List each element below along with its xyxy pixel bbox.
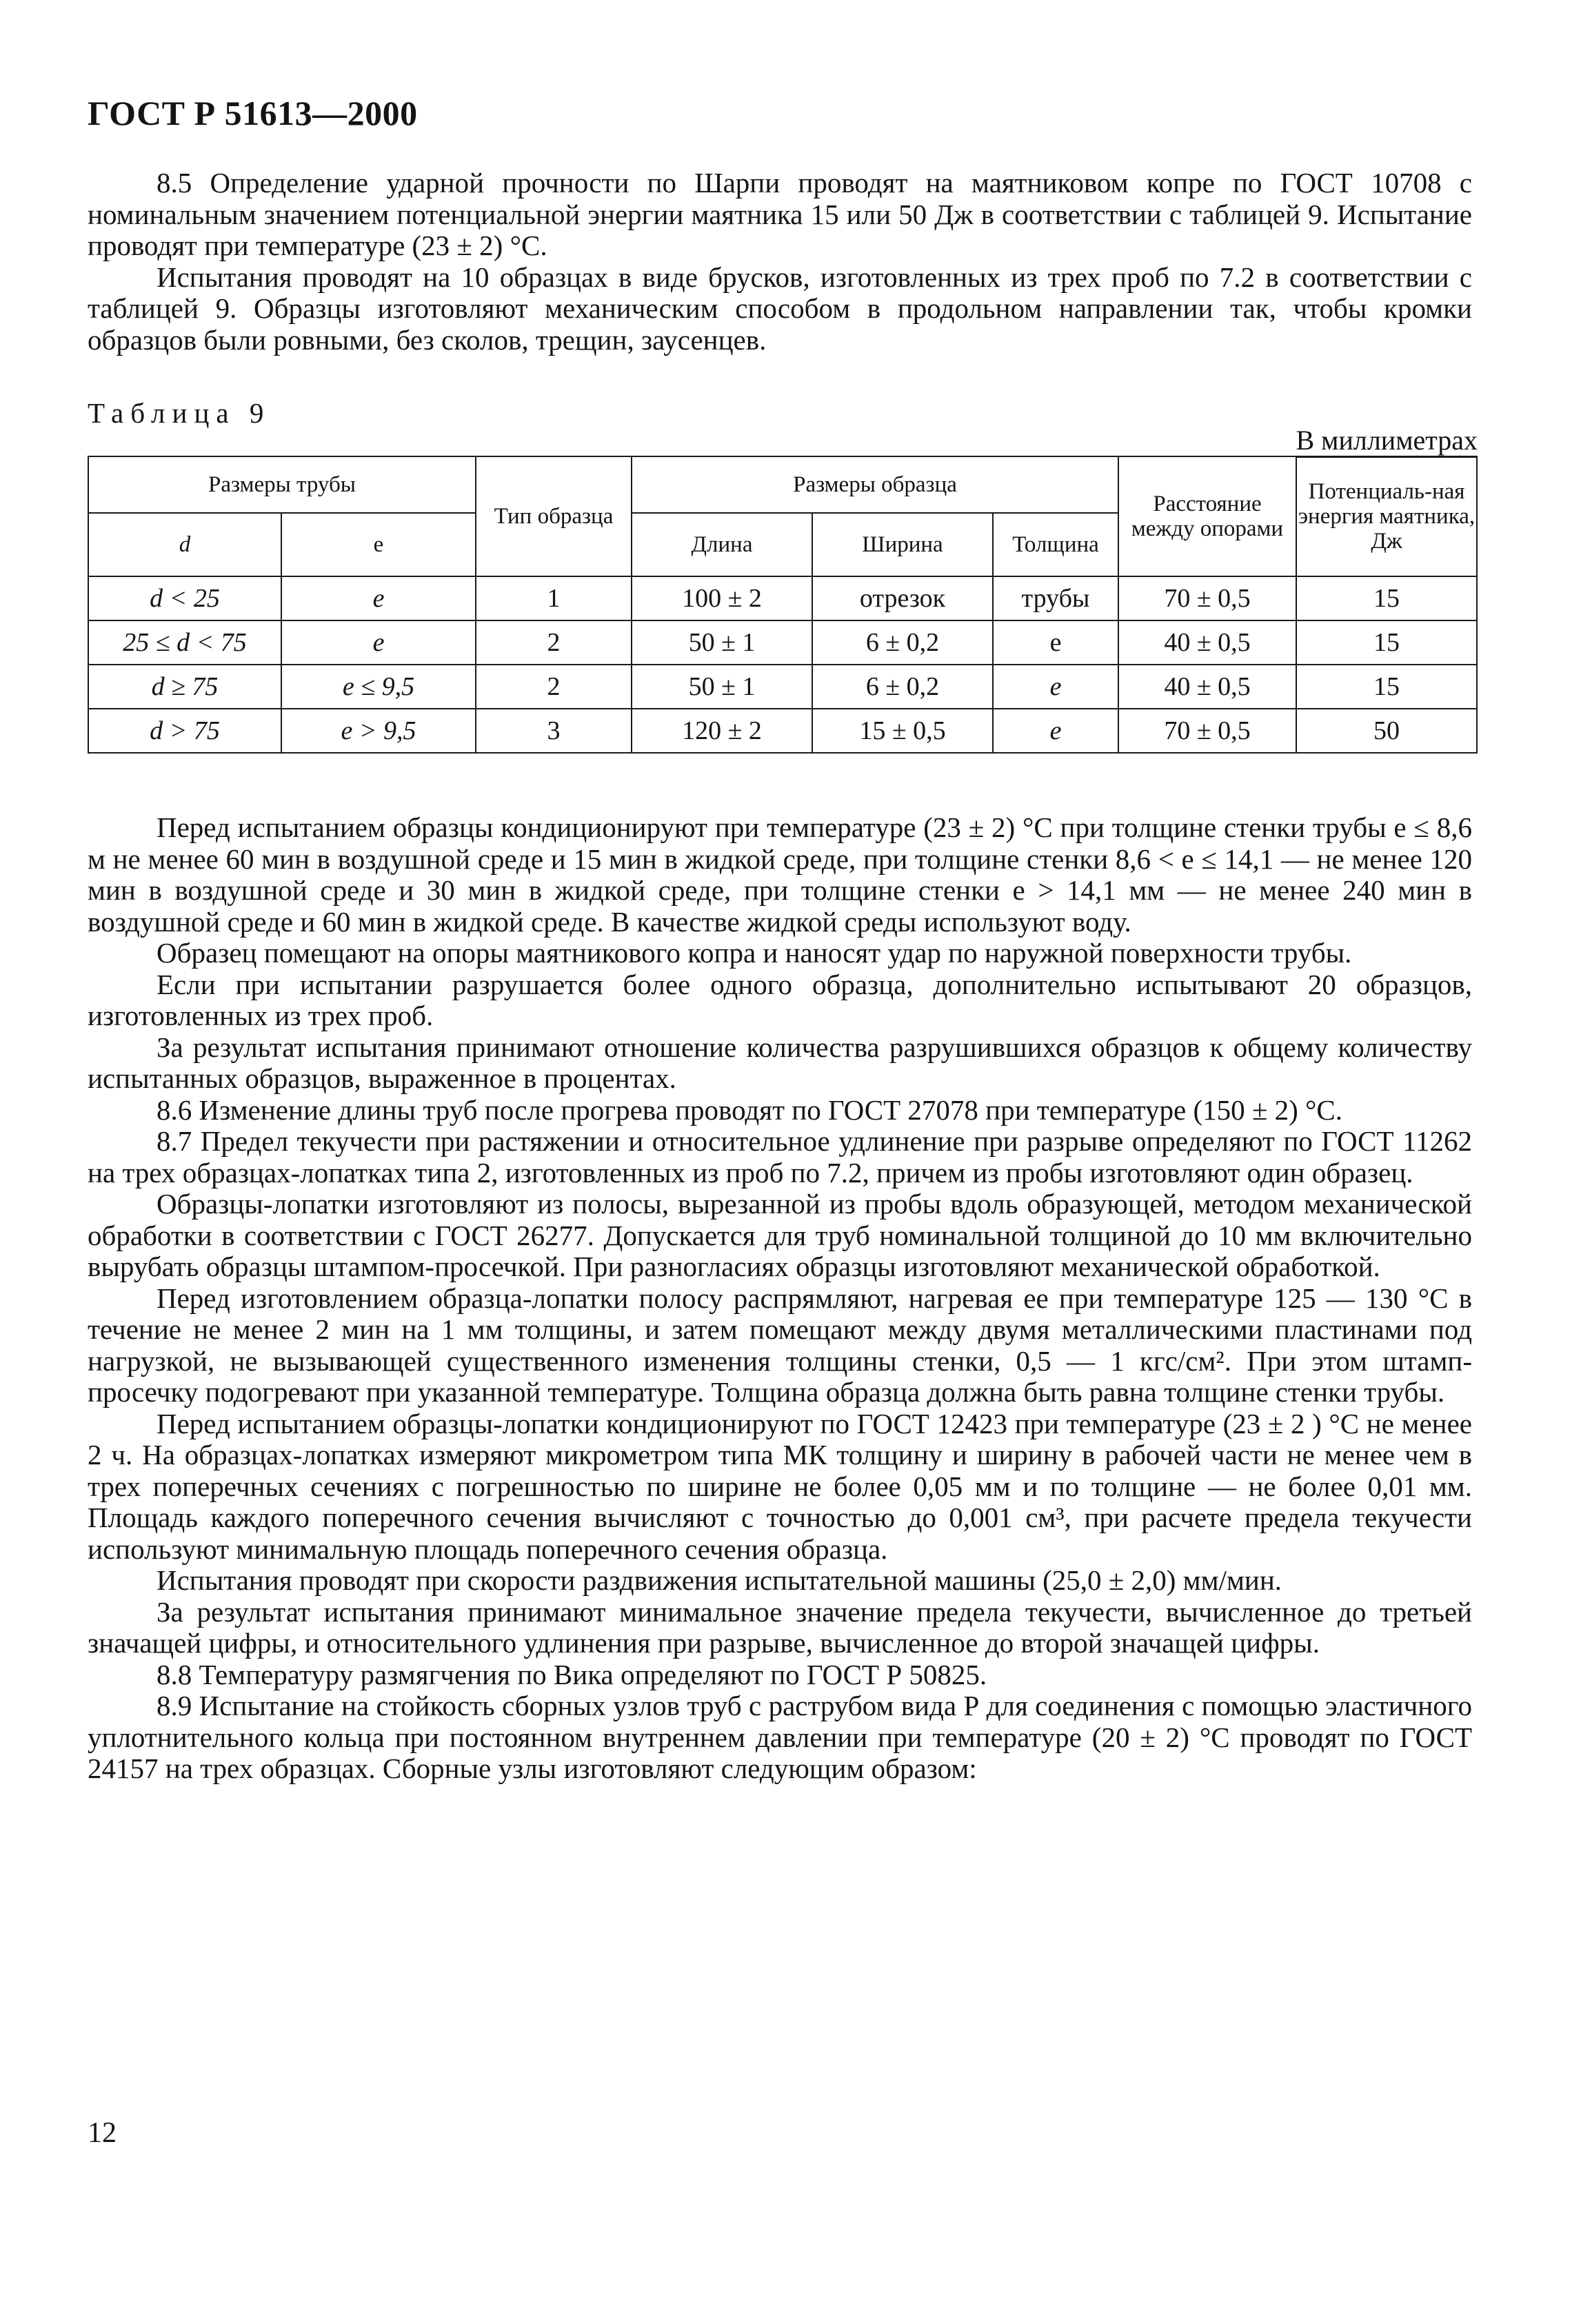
- specimen-table: [88, 456, 1478, 754]
- header-width: Ширина: [812, 513, 993, 576]
- cell-energy: 15: [1296, 576, 1477, 620]
- cell-length: 100 ± 2: [632, 576, 812, 620]
- header-thickness: Толщина: [993, 513, 1118, 576]
- header-length: Длина: [632, 513, 812, 576]
- cell-length: 50 ± 1: [632, 620, 812, 665]
- paragraph: 8.6 Изменение длины труб после прогрева проводят по ГОСТ 27078 при температуре (150 ± 2) °С.: [157, 1093, 1343, 1126]
- cell-width: 6 ± 0,2: [812, 665, 993, 709]
- header-energy: Потенциаль-ная энергия маятника, Дж: [1296, 456, 1477, 576]
- paragraph: Перед испытанием образцы-лопатки кондиционируют по ГОСТ 12423 при температуре (23 ± 2 ) °С не менее 2 ч. На образцах-лопатках измеряют микрометром типа МК толщину и ширину в рабочей части не менее чем в трех поперечных сечениях с погрешностью по ширине не более 0,05 мм и по толщине — не более 0,01 мм. Площадь каждого поперечного сечения вычисляют с точностью до 0,001 см³, при расчете предела текучести используют минимальную площадь поперечного сечения образца.: [88, 1407, 1472, 1565]
- table-units: В миллиметрах: [1296, 425, 1478, 458]
- cell-width: отрезок: [812, 576, 993, 620]
- cell-e: e ≤ 9,5: [281, 665, 476, 709]
- table-row: [88, 709, 1477, 753]
- cell-type: 1: [476, 576, 632, 620]
- paragraph: 8.9 Испытание на стойкость сборных узлов труб с раструбом вида Р для соединения с помощью эластичного уплотнительного кольца при постоянном внутреннем давлении при температуре (20 ± 2) °С проводят по ГОСТ 24157 на трех образцах. Сборные узлы изготовляют следующим образом:: [88, 1690, 1472, 1784]
- paragraph: Испытания проводят при скорости раздвижения испытательной машины (25,0 ± 2,0) мм/мин.: [157, 1564, 1282, 1596]
- table-caption: Таблица 9: [88, 397, 271, 429]
- paragraph: Испытания проводят на 10 образцах в виде брусков, изготовленных из трех проб по 7.2 в соответствии с таблицей 9. Образцы изготовляют механическим способом в продольном направлении так, чтобы кромки образцов были ровными, без сколов, трещин, заусенцев.: [88, 261, 1472, 356]
- header-pipe-sizes: Размеры трубы: [88, 456, 476, 513]
- cell-length: 50 ± 1: [632, 665, 812, 709]
- cell-e: e > 9,5: [281, 709, 476, 753]
- header-e: e: [281, 513, 476, 576]
- header-specimen-sizes: Размеры образца: [632, 456, 1118, 513]
- cell-energy: 50: [1296, 709, 1477, 753]
- document-code-header: ГОСТ Р 51613—2000: [88, 94, 418, 132]
- table-row: [88, 665, 1477, 709]
- header-span: Расстояние между опорами: [1118, 456, 1296, 576]
- cell-d: d < 25: [88, 576, 281, 620]
- paragraph: За результат испытания принимают минимальное значение предела текучести, вычисленное до третьей значащей цифры, и относительного удлинения при разрыве, вычисленное до второй значащей цифры.: [88, 1595, 1472, 1659]
- paragraph: За результат испытания принимают отношение количества разрушившихся образцов к общему количеству испытанных образцов, выраженное в процентах.: [88, 1031, 1472, 1094]
- cell-type: 2: [476, 665, 632, 709]
- header-specimen-type: Тип образца: [476, 456, 632, 576]
- header-d: d: [88, 513, 281, 576]
- table-row: [88, 620, 1477, 665]
- cell-e: e: [281, 620, 476, 665]
- paragraph: Перед испытанием образцы кондиционируют при температуре (23 ± 2) °С при толщине стенки трубы e ≤ 8,6 м не менее 60 мин в воздушной среде и 15 мин в жидкой среде, при толщине стенки 8,6 < e ≤ 14,1 — не менее 120 мин в воздушной среде и 30 мин в жидкой среде, при толщине стенки e > 14,1 мм — не менее 240 мин в воздушной среде и 60 мин в жидкой среде. В качестве жидкой среды используют воду.: [88, 811, 1472, 938]
- paragraph: 8.7 Предел текучести при растяжении и относительное удлинение при разрыве определяют по ГОСТ 11262 на трех образцах-лопатках типа 2, изготовленных из проб по 7.2, причем из пробы изготовляют один образец.: [88, 1125, 1472, 1189]
- cell-thickness: трубы: [993, 576, 1118, 620]
- cell-span: 40 ± 0,5: [1118, 665, 1296, 709]
- cell-span: 40 ± 0,5: [1118, 620, 1296, 665]
- table-row: [88, 576, 1477, 620]
- cell-e: e: [281, 576, 476, 620]
- paragraph: Образец помещают на опоры маятникового копра и наносят удар по наружной поверхности трубы.: [157, 937, 1352, 969]
- cell-energy: 15: [1296, 665, 1477, 709]
- cell-type: 3: [476, 709, 632, 753]
- paragraph: Образцы-лопатки изготовляют из полосы, вырезанной из пробы вдоль образующей, методом механической обработки в соответствии с ГОСТ 26277. Допускается для труб номинальной толщиной до 10 мм включительно вырубать образцы штампом-просечкой. При разногласиях образцы изготовляют механической обработкой.: [88, 1188, 1472, 1282]
- cell-energy: 15: [1296, 620, 1477, 665]
- page-number: 12: [88, 2117, 117, 2149]
- section-8-5-text: [88, 168, 1472, 356]
- cell-type: 2: [476, 620, 632, 665]
- paragraph: Перед изготовлением образца-лопатки полосу распрямляют, нагревая ее при температуре 125 — 130 °С в течение не менее 2 мин на 1 мм толщины, и затем помещают между двумя металлическими пластинами под нагрузкой, не вызывающей существенного изменения толщины стенки, 0,5 — 1 кгс/см². При этом штамп-просечку подогревают при указанной температуре. Толщина образца должна быть равна толщине стенки трубы.: [88, 1282, 1472, 1408]
- paragraph: 8.8 Температуру размягчения по Вика определяют по ГОСТ Р 50825.: [157, 1658, 987, 1690]
- cell-thickness: e: [993, 709, 1118, 753]
- cell-d: 25 ≤ d < 75: [88, 620, 281, 665]
- body-text: [88, 812, 1472, 1785]
- paragraph: Если при испытании разрушается более одного образца, дополнительно испытывают 20 образцов, изготовленных из трех проб.: [88, 968, 1472, 1031]
- cell-width: 6 ± 0,2: [812, 620, 993, 665]
- cell-length: 120 ± 2: [632, 709, 812, 753]
- cell-thickness: e: [993, 620, 1118, 665]
- cell-span: 70 ± 0,5: [1118, 709, 1296, 753]
- cell-d: d ≥ 75: [88, 665, 281, 709]
- paragraph: 8.5 Определение ударной прочности по Шарпи проводят на маятниковом копре по ГОСТ 10708 с номинальным значением потенциальной энергии маятника 15 или 50 Дж в соответствии с таблицей 9. Испытание проводят при температуре (23 ± 2) °С.: [88, 167, 1472, 261]
- cell-span: 70 ± 0,5: [1118, 576, 1296, 620]
- cell-thickness: e: [993, 665, 1118, 709]
- table-header-row: [88, 456, 1477, 513]
- cell-width: 15 ± 0,5: [812, 709, 993, 753]
- cell-d: d > 75: [88, 709, 281, 753]
